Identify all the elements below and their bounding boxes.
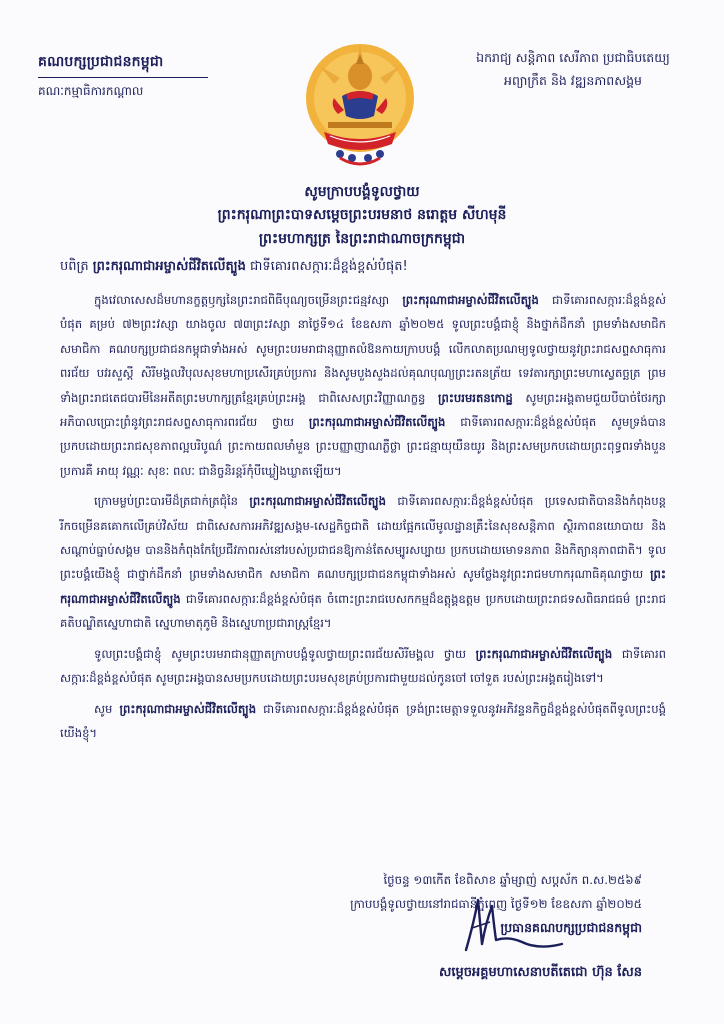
handwritten-signature-icon	[452, 892, 572, 962]
royal-title-bold: ព្រះករុណាជាអម្ចាស់ជីវិតលើត្បូង	[119, 701, 257, 716]
royal-title-bold: ព្រះករុណាជាអម្ចាស់ជីវិតលើត្បូង	[402, 293, 539, 307]
salutation-line-3: ព្រះមហាក្សត្រ នៃព្រះរាជាណាចក្រកម្ពុជា	[258, 231, 466, 247]
motto-line-2: អព្យាក្រឹត និង វឌ្ឍនភាពសង្គម	[504, 73, 642, 88]
body-paragraph	[60, 288, 666, 483]
paragraph-text: ទូលព្រះបង្គំជាខ្ញុំ សូមព្រះបរមរាជានុញ្ញាតក្រាបបង្គំទូលថ្វាយព្រះពរជ័យសិរីមង្គល ថ្វាយ	[94, 646, 476, 661]
cpp-party-emblem-icon	[300, 36, 420, 172]
paragraph-text: ជាទីគោរពសក្ការៈដ៏ខ្ពង់ខ្ពស់បំផុត ចំពោះព្រះរាជបេសកកម្មដ៏ឧត្តុង្គឧត្តម ប្រកបដោយព្រះរាជទសពិធរាជធម៌ ព្រះរាជគតិបណ្ឌិតស្នេហាជាតិ ស្នេហាមាតុភូមិ និងស្នេហាប្រជារាស្ត្រខ្មែរ។	[60, 591, 666, 631]
party-header	[38, 52, 238, 101]
salutation-line-1: សូមក្រាបបង្គំទូលថ្វាយ	[304, 184, 420, 200]
paragraph-text: ជាទីគោរពសក្ការៈដ៏ខ្ពង់ខ្ពស់បំផុត គម្រប់ ៧២ព្រះវស្សា យាងចូល ៧៣ព្រះវស្សា នាថ្ងៃទី១៤ ខែឧសភា ឆ្នាំ២០២៥ ទូលព្រះបង្គំជាខ្ញុំ និងថ្នាក់ដឹកនាំ ព្រមទាំងសមាជិក សមាជិកា គណបក្សប្រជាជនកម្ពុជាទាំងអស់ សូមព្រះបរមរាជានុញ្ញាតលំឱនកាយក្រាបបង្គំ លើកលាតប្រណម្យទូលថ្វាយនូវព្រះរាជសព្ទសាធុការពរជ័យ បវរសួស្តី សិរីមង្គលវិបុលសុខមហាប្រសើរគ្រប់ប្រការ និងសូមបួងសួងដល់គុណបុណ្យព្រះរតនត្រ័យ ទេវតារក្សាព្រះមហាស្វេតច្ឆត្រ ព្រមទាំងព្រះរាជតេជបារមីនៃអតីតព្រះមហាក្សត្រខ្មែរគ្រប់ព្រះអង្គ ជាពិសេសព្រះវិញ្ញាណក្ខន្ធ	[60, 293, 666, 405]
signer-name: សម្តេចអគ្គមហាសេនាបតីតេជោ ហ៊ុន សែន	[439, 965, 642, 980]
paragraph-text: សូម	[94, 701, 120, 716]
paragraph-text: ជាទីគោរពសក្ការៈដ៏ខ្ពង់ខ្ពស់បំផុត សូមទ្រង់បានប្រកបដោយព្រះរាជសុខភាពល្អបរិបូណ៌ ព្រះកាយពលមាំមួន ព្រះបញ្ញាញាណភ្លឺថ្លា ព្រះជន្មាយុយឺនយូរ និងព្រះសមប្រកបដោយព្រះពុទ្ធពរទាំងបួនប្រការគឺ អាយុ វណ្ណៈ សុខៈ ពលៈ ជានិច្ចនិរន្តរ៍កុំបីឃ្លៀងឃ្លាតឡើយ។	[60, 415, 666, 478]
salutation-line-2: ព្រះករុណាព្រះបាទសម្តេចព្រះបរមនាថ នរោត្តម សីហមុនី	[217, 207, 507, 223]
party-name: គណបក្សប្រជាជនកម្ពុជា	[38, 54, 164, 70]
intro-suffix: ជាទីគោរពសក្ការៈដ៏ខ្ពង់ខ្ពស់បំផុត!	[245, 259, 408, 274]
body-paragraph	[60, 642, 666, 691]
royal-title-bold: ព្រះករុណាជាអម្ចាស់ជីវិតលើត្បូង	[60, 567, 666, 606]
lunar-date: ថ្ងៃចន្ទ ១៣កើត ខែពិសាខ ឆ្នាំម្សាញ់ សប្តស័ក ព.ស.២៥៦៩	[383, 873, 642, 887]
motto-line-1: ឯករាជ្យ សន្តិភាព សេរីភាព ប្រជាធិបតេយ្យ	[476, 50, 670, 65]
paragraph-text: ជាទីគោរពសក្ការៈដ៏ខ្ពង់ខ្ពស់បំផុត ប្រទេសជាតិបាននិងកំពុងបន្តរីកចម្រើនគគោកលើគ្រប់វិស័យ ជាពិសេសការអភិវឌ្ឍសង្គម-សេដ្ឋកិច្ចជាតិ ដោយផ្អែកលើមូលដ្ឋានគ្រឹះនៃសុខសន្តិភាព ស្ថិរភាពនយោបាយ និងសណ្តាប់ធ្នាប់សង្គម បាននិងកំពុងកែប្រែជីវភាពរស់នៅរបស់ប្រជាជនឱ្យកាន់តែសម្បូរសប្បាយ ប្រកបដោយមោទនភាព និងកិត្យានុភាពជាតិ។ ទូលព្រះបង្គំយើងខ្ញុំ ជាថ្នាក់ដឹកនាំ ព្រមទាំងសមាជិក សមាជិកា គណបក្សប្រជាជនកម្ពុជាទាំងអស់ សូមថ្លែងនូវព្រះរាជមហាករុណាធិគុណថ្វាយ	[60, 494, 666, 582]
paragraph-text: សូមព្រះអង្គតាមជួយបីបាច់ថែរក្សា អភិបាលប្រោះព្រំនូវព្រះរាជសព្ទសាធុការពរជ័យ ថ្វាយ	[60, 390, 666, 430]
paragraph-text: ក្នុងវេលាសេសដ៏មហានក្ខត្តឫក្សនៃព្រះរាជពិធីបុណ្យចម្រើនព្រះជន្មវស្សា	[94, 293, 403, 307]
solar-date: ក្រាបបង្គំទូលថ្វាយនៅរាជធានីភ្នំពេញ ថ្ងៃទី១២ ខែឧសភា ឆ្នាំ២០២៥	[350, 897, 642, 911]
letter-body	[60, 288, 666, 751]
royal-title-bold: ព្រះករុណាជាអម្ចាស់ជីវិតលើត្បូង	[308, 415, 446, 430]
national-motto	[448, 50, 698, 92]
royal-title-bold: ព្រះករុណាជាអម្ចាស់ជីវិតលើត្បូង	[475, 646, 613, 661]
intro-prefix: បពិត្រ	[60, 259, 93, 274]
signer-title: ប្រធានគណបក្សប្រជាជនកម្ពុជា	[500, 920, 642, 935]
header-underline	[38, 77, 208, 78]
body-paragraph	[60, 697, 666, 746]
committee-name: គណៈកម្មាធិការកណ្តាល	[38, 84, 144, 98]
paragraph-text: ជាទីគោរពសក្ការៈដ៏ខ្ពង់ខ្ពស់បំផុត សូមព្រះអង្គបានសមប្រកបដោយព្រះបរមសុខគ្រប់ប្រការជាមួយដល់កូនចៅ ចៅទួត របស់ព្រះអង្គតរៀងទៅ។	[60, 646, 666, 686]
body-paragraph	[60, 489, 666, 635]
paragraph-text: ជាទីគោរពសក្ការៈដ៏ខ្ពង់ខ្ពស់បំផុត ទ្រង់ព្រះមេត្តាទទួលនូវអភិវន្ទនកិច្ចដ៏ខ្ពង់ខ្ពស់បំផុតពីទូលព្រះបង្គំយើងខ្ញុំ។	[60, 701, 666, 740]
royal-title-bold: ព្រះករុណាជាអម្ចាស់ជីវិតលើត្បូង	[249, 494, 386, 509]
intro-royal-title: ព្រះករុណាជាអម្ចាស់ជីវិតលើត្បូង	[92, 259, 246, 274]
opening-address	[60, 258, 664, 277]
paragraph-text: ក្រោមម្លប់ព្រះបារមីដ៏ត្រជាក់ត្រជុំនៃ	[94, 494, 250, 509]
royal-title-bold: ព្រះបរមរតនកោដ្ឋ	[438, 390, 513, 405]
